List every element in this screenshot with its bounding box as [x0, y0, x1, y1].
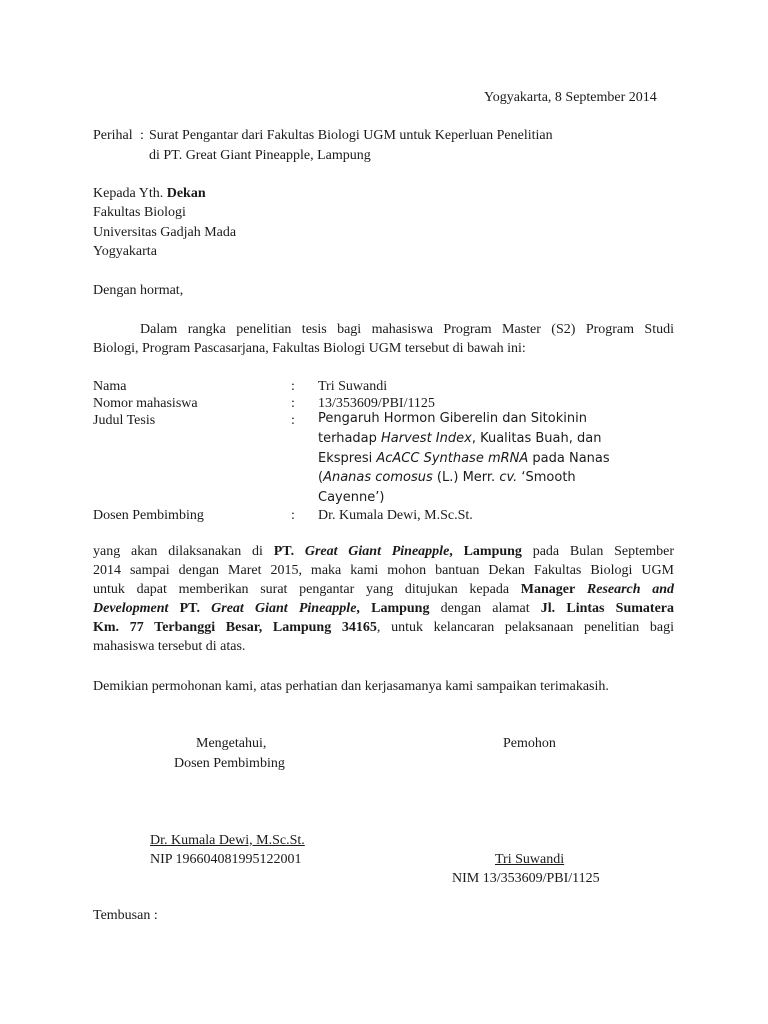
thesis-text: terhadap [318, 431, 382, 446]
thesis-line-5: Cayenne’) [318, 490, 385, 505]
body-bold: Jl. Lintas Sumatera [540, 601, 674, 616]
nim-value: 13/353609/PBI/1125 [318, 396, 435, 411]
thesis-italic: cv. [499, 470, 518, 485]
right-signer-nim: NIM 13/353609/PBI/1125 [452, 871, 600, 886]
left-signer-name: Dr. Kumala Dewi, M.Sc.St. [150, 833, 305, 848]
body-text: pada Bulan September [521, 544, 674, 559]
body-bold: , Lampung [449, 544, 522, 559]
subject-line-2: di PT. Great Giant Pineapple, Lampung [149, 148, 371, 163]
body-bold-italic: Great Giant Pineapple [304, 544, 450, 559]
body-line-2: 2014 sampai dengan Maret 2015, maka kami mohon bantuan Dekan Fakultas Biologi UGM [93, 563, 674, 578]
body-bold: , Lampung [356, 601, 430, 616]
name-value: Tri Suwandi [318, 379, 388, 394]
recipient-title: Dekan [166, 186, 206, 201]
advisor-colon: : [291, 508, 295, 523]
intro-line-1: Dalam rangka penelitian tesis bagi mahasiswa Program Master (S2) Program Studi [140, 322, 674, 337]
greeting: Dengan hormat, [93, 283, 184, 298]
right-signer-name: Tri Suwandi [495, 852, 565, 867]
body-bold-italic: Research and [586, 582, 675, 597]
body-line-3 [93, 580, 674, 599]
body-line-6: mahasiswa tersebut di atas. [93, 639, 246, 654]
body-bold: Km. 77 Terbanggi Besar, Lampung 34165 [93, 620, 377, 635]
thesis-line-1: Pengaruh Hormon Giberelin dan Sitokinin [318, 411, 587, 426]
left-sign-line-2: Dosen Pembimbing [174, 756, 285, 771]
body-text: , untuk kelancaran pelaksanaan penelitian bagi [376, 620, 674, 635]
body-bold: Manager [520, 582, 576, 597]
thesis-text: Ekspresi [318, 451, 377, 466]
closing-sentence: Demikian permohonan kami, atas perhatian dan kerjasamanya kami sampaikan terimakasih. [93, 679, 609, 694]
right-sign-line-1: Pemohon [503, 736, 556, 751]
body-line-4 [93, 599, 674, 618]
thesis-text: ( [318, 470, 324, 485]
subject-label: Perihal [93, 128, 133, 143]
thesis-text: ‘Smooth [517, 470, 576, 485]
thesis-line-3 [318, 449, 610, 468]
recipient-prefix: Kepada Yth. [93, 186, 167, 201]
body-line-5 [93, 618, 674, 637]
name-label: Nama [93, 379, 127, 394]
body-bold: PT. [168, 601, 212, 616]
thesis-line-2 [318, 429, 601, 448]
thesis-italic: Ananas comosus [323, 470, 433, 485]
name-colon: : [291, 379, 295, 394]
body-text: yang akan dilaksanakan di [93, 544, 274, 559]
body-line-1 [93, 542, 674, 561]
recipient-line-4: Yogyakarta [93, 244, 157, 259]
thesis-line-4 [318, 468, 576, 487]
cc-label: Tembusan : [93, 908, 158, 923]
body-bold: PT. [273, 544, 295, 559]
thesis-text: pada Nanas [528, 451, 610, 466]
advisor-label: Dosen Pembimbing [93, 508, 204, 523]
body-text: dengan alamat [429, 601, 541, 616]
thesis-text: , Kualitas Buah, dan [471, 431, 602, 446]
body-bold-italic: Great Giant Pineapple [211, 601, 357, 616]
nim-label: Nomor mahasiswa [93, 396, 198, 411]
intro-line-2: Biologi, Program Pascasarjana, Fakultas Biologi UGM tersebut di bawah ini: [93, 341, 526, 356]
thesis-label: Judul Tesis [93, 413, 156, 428]
subject-line-1: Surat Pengantar dari Fakultas Biologi UGM untuk Keperluan Penelitian [149, 128, 553, 143]
body-text: untuk dapat memberikan surat pengantar yang ditujukan kepada [93, 582, 521, 597]
left-sign-line-1: Mengetahui, [196, 736, 267, 751]
body-bold-italic: Development [93, 601, 169, 616]
recipient-line-1 [93, 184, 206, 203]
recipient-line-3: Universitas Gadjah Mada [93, 225, 237, 240]
recipient-line-2: Fakultas Biologi [93, 205, 186, 220]
thesis-italic: Harvest Index [381, 431, 472, 446]
thesis-text: (L.) Merr. [432, 470, 500, 485]
nim-colon: : [291, 396, 295, 411]
left-signer-nip: NIP 196604081995122001 [150, 852, 302, 867]
thesis-colon: : [291, 413, 295, 428]
advisor-value: Dr. Kumala Dewi, M.Sc.St. [318, 508, 473, 523]
subject-colon: : [140, 128, 144, 143]
thesis-italic: AcACC Synthase mRNA [376, 451, 529, 466]
date-line: Yogyakarta, 8 September 2014 [484, 90, 657, 105]
